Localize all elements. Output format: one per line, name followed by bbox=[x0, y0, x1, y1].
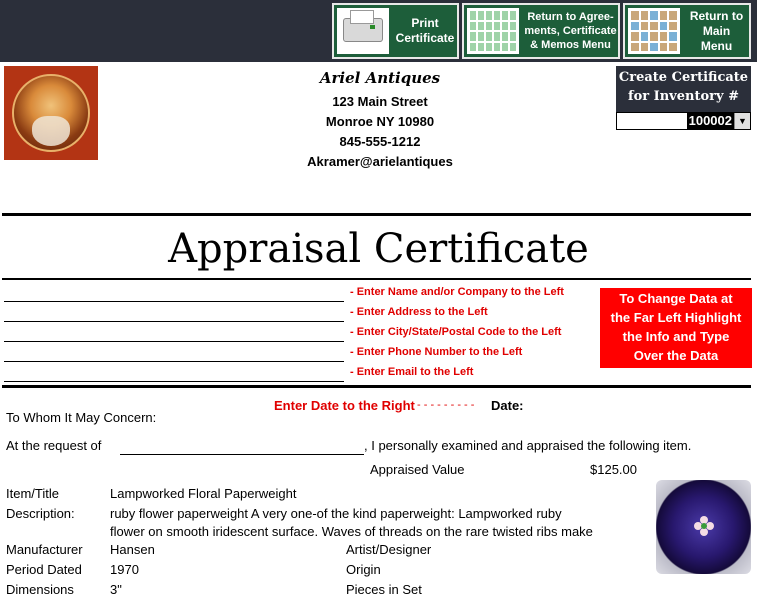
inventory-number[interactable]: 100002 bbox=[688, 113, 732, 128]
requester-name-field[interactable] bbox=[120, 454, 364, 455]
inventory-select[interactable] bbox=[616, 112, 751, 130]
chevron-down-icon[interactable]: ▼ bbox=[734, 113, 750, 129]
menu-grid-icon bbox=[628, 8, 680, 54]
recipient-phone-field[interactable] bbox=[4, 361, 344, 362]
salutation: To Whom It May Concern: bbox=[6, 410, 157, 425]
page-title: Appraisal Certificate bbox=[168, 226, 589, 272]
date-label: Date: bbox=[491, 398, 524, 413]
appraised-value: $125.00 bbox=[590, 462, 637, 477]
item-title-label: Item/Title bbox=[6, 486, 59, 501]
description-line-1: ruby flower paperweight A very one-of the kind paperweight: Lampworked ruby bbox=[110, 506, 562, 521]
divider bbox=[2, 278, 751, 280]
item-photo bbox=[656, 480, 751, 574]
print-certificate-button[interactable] bbox=[332, 3, 459, 59]
date-instruction: Enter Date to the Right bbox=[274, 398, 415, 413]
company-logo bbox=[4, 66, 98, 160]
phone-instruction: - Enter Phone Number to the Left bbox=[350, 346, 523, 358]
return-main-label: Return to Main Menu bbox=[689, 8, 744, 53]
description-label: Description: bbox=[6, 506, 75, 521]
manufacturer-label: Manufacturer bbox=[6, 542, 83, 557]
company-city: Monroe NY 10980 bbox=[325, 114, 435, 129]
divider bbox=[2, 385, 751, 388]
origin-label: Origin bbox=[346, 562, 381, 577]
email-instruction: - Enter Email to the Left bbox=[350, 366, 474, 378]
return-agreements-menu-button[interactable] bbox=[462, 3, 620, 59]
spreadsheet-icon bbox=[467, 8, 519, 54]
city-instruction: - Enter City/State/Postal Code to the Left bbox=[350, 326, 562, 338]
return-main-menu-button[interactable] bbox=[623, 3, 751, 59]
divider bbox=[2, 213, 751, 216]
dimensions-label: Dimensions bbox=[6, 582, 74, 597]
period-label: Period Dated bbox=[6, 562, 82, 577]
pieces-label: Pieces in Set bbox=[346, 582, 422, 597]
request-prefix: At the request of bbox=[6, 438, 102, 453]
company-email: Akramer@arielantiques bbox=[307, 154, 453, 169]
appraised-value-label: Appraised Value bbox=[370, 462, 465, 477]
change-data-note: To Change Data at the Far Left Highlight the Info and Type Over the Data bbox=[600, 288, 752, 368]
print-certificate-label: Print Certificate bbox=[395, 16, 455, 45]
address-instruction: - Enter Address to the Left bbox=[350, 306, 488, 318]
recipient-email-field[interactable] bbox=[4, 381, 344, 382]
request-suffix: , I personally examined and appraised the following item. bbox=[364, 438, 692, 453]
manufacturer-value: Hansen bbox=[110, 542, 155, 557]
printer-icon bbox=[337, 8, 389, 54]
artist-label: Artist/Designer bbox=[346, 542, 432, 557]
create-certificate-label: Create Certificate for Inventory # bbox=[616, 66, 751, 112]
company-name: Ariel Antiques bbox=[319, 69, 441, 87]
recipient-address-field[interactable] bbox=[4, 321, 344, 322]
name-instruction: - Enter Name and/or Company to the Left bbox=[350, 286, 564, 298]
company-street: 123 Main Street bbox=[332, 94, 428, 109]
dimensions-value: 3" bbox=[110, 582, 122, 597]
period-value: 1970 bbox=[110, 562, 139, 577]
toolbar bbox=[0, 0, 757, 62]
item-title: Lampworked Floral Paperweight bbox=[110, 486, 297, 501]
company-phone: 845-555-1212 bbox=[339, 134, 421, 149]
return-agreements-label: Return to Agree- ments, Certificate & Memos Menu bbox=[524, 11, 617, 51]
recipient-name-field[interactable] bbox=[4, 301, 344, 302]
description-line-2: flower on smooth iridescent surface. Waves of threads on the rare twisted ribs make bbox=[110, 524, 593, 539]
date-dashes: - - - - - - - - - bbox=[417, 399, 475, 411]
recipient-city-field[interactable] bbox=[4, 341, 344, 342]
